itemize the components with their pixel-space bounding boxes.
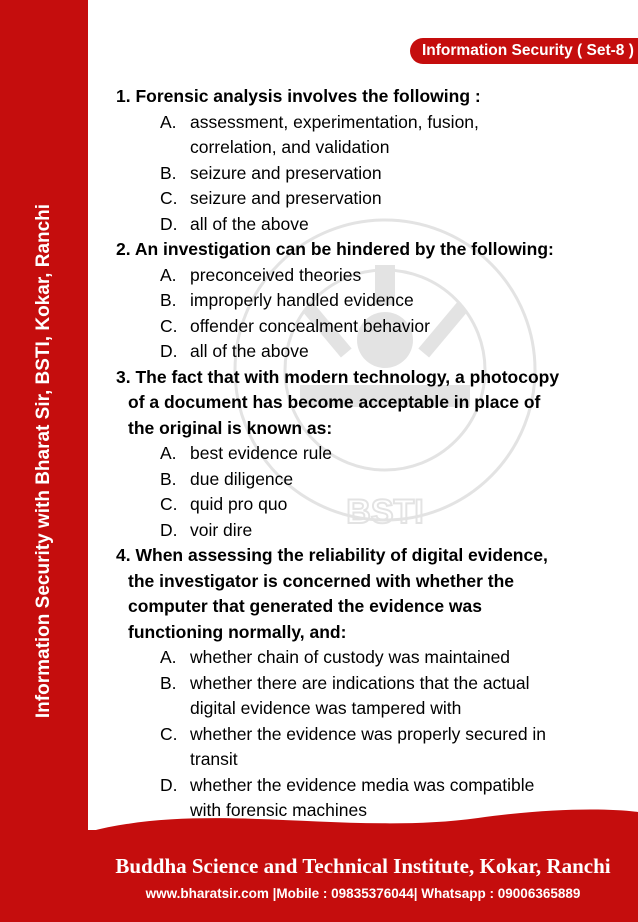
question-text: computer that generated the evidence was: [128, 596, 482, 616]
question-list: [116, 84, 626, 824]
question-number: 2.: [116, 239, 131, 259]
option-text: preconceived theories: [190, 264, 362, 285]
option-text: offender concealment behavior: [190, 315, 430, 336]
answer-option: [116, 671, 626, 722]
option-letter: B.: [160, 468, 177, 489]
question-3: [116, 365, 626, 442]
question-text: functioning normally, and:: [128, 621, 347, 642]
option-letter: D.: [160, 213, 178, 234]
question-text: the investigator is concerned with whether the: [128, 570, 515, 591]
set-title-badge: Information Security ( Set-8 ): [410, 38, 638, 64]
question-text-line: [116, 390, 626, 416]
question-number: 1.: [116, 86, 131, 106]
answer-option: [116, 492, 626, 518]
question-text-line: [116, 416, 626, 442]
question-text: the original is known as:: [128, 417, 333, 438]
option-text: all of the above: [190, 213, 309, 234]
question-text-line: [116, 237, 626, 263]
question-text: of a document has become acceptable in place of: [128, 392, 541, 412]
option-text: transit: [190, 749, 238, 769]
question-2: [116, 237, 626, 263]
answer-option: [116, 161, 626, 187]
option-letter: C.: [160, 494, 178, 514]
option-text: improperly handled evidence: [190, 290, 414, 310]
answer-option: [116, 339, 626, 365]
footer-band: [88, 830, 638, 922]
option-letter: A.: [160, 443, 177, 463]
answer-option: [116, 314, 626, 340]
answer-option: [116, 263, 626, 289]
option-letter: D.: [160, 519, 178, 540]
question-text-line: [116, 84, 626, 110]
option-letter: B.: [160, 162, 177, 183]
option-text: due diligence: [190, 468, 294, 489]
question-text: Forensic analysis involves the following :: [135, 86, 481, 106]
option-letter: A.: [160, 264, 177, 285]
answer-option: [116, 441, 626, 467]
option-text: seizure and preservation: [190, 188, 382, 208]
option-text: with forensic machines: [190, 800, 368, 820]
option-text: seizure and preservation: [190, 162, 382, 183]
question-text-line: [116, 594, 626, 620]
option-text: all of the above: [190, 341, 309, 361]
option-text: digital evidence was tampered with: [190, 698, 462, 718]
watermark-label: BSTI: [346, 493, 424, 531]
option-text: best evidence rule: [190, 443, 333, 463]
question-4: [116, 543, 626, 645]
option-text: voir dire: [190, 519, 253, 540]
answer-option: [116, 467, 626, 493]
answer-option: [116, 518, 626, 544]
question-number: 3.: [116, 366, 131, 387]
answer-option: [116, 288, 626, 314]
option-letter: A.: [160, 111, 177, 132]
question-text-line: [116, 620, 626, 646]
option-letter: B.: [160, 672, 177, 693]
option-text: whether chain of custody was maintained: [190, 647, 511, 667]
option-text: whether there are indications that the actual: [190, 672, 530, 693]
option-text: whether the evidence media was compatible: [190, 774, 535, 795]
option-text: quid pro quo: [190, 494, 288, 514]
question-text: When assessing the reliability of digital evidence,: [135, 545, 548, 565]
option-letter: C.: [160, 188, 178, 208]
answer-option: [116, 722, 626, 773]
answer-option: [116, 110, 626, 161]
answer-option: [116, 645, 626, 671]
option-letter: A.: [160, 647, 177, 667]
option-letter: D.: [160, 341, 178, 361]
option-letter: C.: [160, 723, 178, 744]
question-1: [116, 84, 626, 110]
institute-name: Buddha Science and Technical Institute, Kokar, Ranchi: [115, 854, 611, 878]
question-text-line: [116, 569, 626, 595]
answer-option: [116, 212, 626, 238]
contact-info: www.bharatsir.com |Mobile : 09835376044| Whatsapp : 09006365889: [145, 886, 581, 901]
answer-option: [116, 186, 626, 212]
option-letter: B.: [160, 290, 177, 310]
question-text-line: [116, 543, 626, 569]
option-text: correlation, and validation: [190, 137, 390, 157]
question-number: 4.: [116, 545, 131, 565]
option-text: whether the evidence was properly secured in: [190, 723, 547, 744]
question-text-line: [116, 365, 626, 391]
option-text: assessment, experimentation, fusion,: [190, 111, 479, 132]
option-letter: C.: [160, 315, 178, 336]
left-sidebar-band: [0, 0, 88, 922]
question-text: An investigation can be hindered by the following:: [134, 239, 554, 259]
sidebar-vertical-text: Information Security with Bharat Sir, BSTI, Kokar, Ranchi: [33, 203, 54, 719]
option-letter: D.: [160, 774, 178, 795]
question-text: The fact that with modern technology, a photocopy: [135, 366, 560, 387]
